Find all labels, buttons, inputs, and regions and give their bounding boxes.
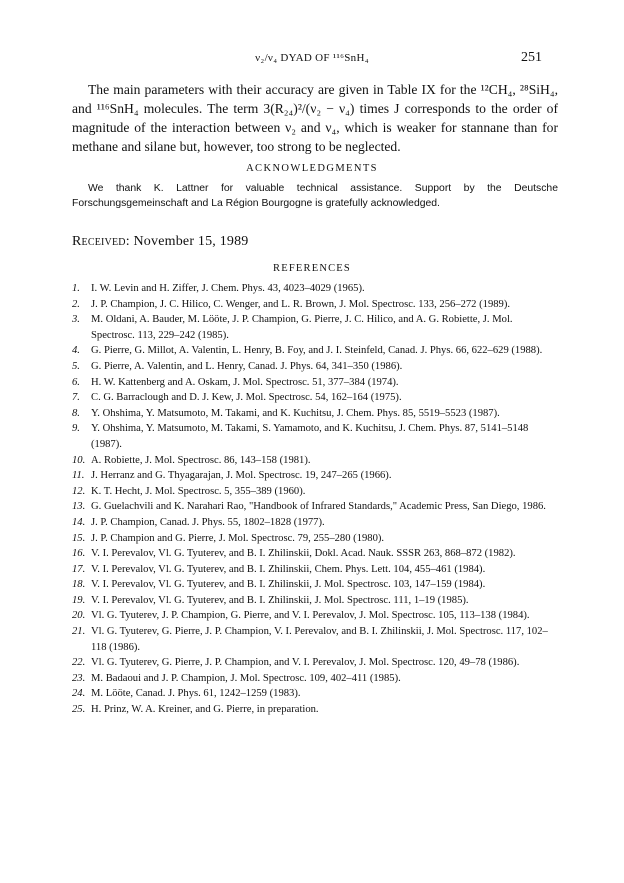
reference-text: Vl. G. Tyuterev, J. P. Champion, G. Pierre, and V. I. Perevalov, J. Mol. Spectrosc. 105, 113–138 (1984). xyxy=(91,610,530,622)
reference-text: M. Badaoui and J. P. Champion, J. Mol. Spectrosc. 109, 402–411 (1985). xyxy=(91,672,401,684)
reference-item xyxy=(72,546,558,562)
references-heading: REFERENCES xyxy=(273,263,351,274)
reference-number: 2. xyxy=(72,298,80,310)
reference-number: 13. xyxy=(72,501,86,513)
reference-item xyxy=(72,359,558,375)
reference-number: 15. xyxy=(72,532,86,544)
reference-item xyxy=(72,281,558,297)
reference-item xyxy=(72,702,558,718)
reference-text: Y. Ohshima, Y. Matsumoto, M. Takami, and K. Kuchitsu, J. Chem. Phys. 85, 5519–5523 (1987). xyxy=(91,407,500,419)
received-label: Received: xyxy=(72,234,130,249)
body-paragraph: The main parameters with their accuracy are given in Table IX for the ¹²CH₄, ²⁸SiH₄, and ¹¹⁶SnH₄ molecules. The term 3(R₂₄)²/(ν₂ − ν₄) times J corresponds to the order of magnitude of the interaction between ν₂ and ν₄, which is weaker for stannane than for methane and silane but, however, too strong to be neglected. xyxy=(72,82,558,154)
reference-text: Vl. G. Tyuterev, G. Pierre, J. P. Champion, V. I. Perevalov, and B. I. Zhilinskii, J. Mol. Spectrosc. 117, 102–118 (1986). xyxy=(91,626,548,653)
reference-item xyxy=(72,499,558,515)
reference-text: K. T. Hecht, J. Mol. Spectrosc. 5, 355–389 (1960). xyxy=(91,485,306,497)
reference-list xyxy=(72,281,558,718)
reference-item xyxy=(72,421,558,452)
reference-item xyxy=(72,671,558,687)
reference-text: H. Prinz, W. A. Kreiner, and G. Pierre, in preparation. xyxy=(91,704,319,716)
reference-number: 10. xyxy=(72,454,86,466)
reference-item xyxy=(72,531,558,547)
reference-item xyxy=(72,312,558,343)
reference-number: 16. xyxy=(72,548,86,560)
reference-number: 7. xyxy=(72,392,80,404)
reference-item xyxy=(72,608,558,624)
reference-text: M. Oldani, A. Bauder, M. Lööte, J. P. Champion, G. Pierre, J. C. Hilico, and A. G. Robiette, J. Mol. Spectrosc. 113, 229–242 (1985). xyxy=(91,314,513,341)
reference-item xyxy=(72,406,558,422)
page-number: 251 xyxy=(521,50,542,65)
reference-number: 23. xyxy=(72,672,86,684)
reference-number: 25. xyxy=(72,704,86,716)
reference-item xyxy=(72,686,558,702)
reference-text: J. P. Champion, Canad. J. Phys. 55, 1802–1828 (1977). xyxy=(91,516,325,528)
received-date: November 15, 1989 xyxy=(133,234,249,249)
running-title: ν₂/ν₄ DYAD OF ¹¹⁶SnH₄ xyxy=(255,52,369,64)
reference-text: Vl. G. Tyuterev, G. Pierre, J. P. Champion, and V. I. Perevalov, J. Mol. Spectrosc. 120, 49–78 (1986). xyxy=(91,657,520,669)
reference-item xyxy=(72,484,558,500)
reference-item xyxy=(72,390,558,406)
reference-number: 17. xyxy=(72,563,86,575)
reference-item xyxy=(72,375,558,391)
reference-number: 12. xyxy=(72,485,86,497)
reference-number: 18. xyxy=(72,579,86,591)
reference-item xyxy=(72,577,558,593)
reference-item xyxy=(72,453,558,469)
reference-text: G. Pierre, A. Valentin, and L. Henry, Canad. J. Phys. 64, 341–350 (1986). xyxy=(91,360,403,372)
reference-text: G. Guelachvili and K. Narahari Rao, "Handbook of Infrared Standards," Academic Press, San Diego, 1986. xyxy=(91,501,546,513)
reference-number: 4. xyxy=(72,345,80,357)
reference-number: 3. xyxy=(72,314,80,326)
reference-text: M. Lööte, Canad. J. Phys. 61, 1242–1259 (1983). xyxy=(91,688,301,700)
reference-number: 21. xyxy=(72,626,86,638)
reference-text: J. P. Champion, J. C. Hilico, C. Wenger, and L. R. Brown, J. Mol. Spectrosc. 133, 256–272 (1989). xyxy=(91,298,511,310)
reference-text: J. Herranz and G. Thyagarajan, J. Mol. Spectrosc. 19, 247–265 (1966). xyxy=(91,470,392,482)
reference-number: 1. xyxy=(72,283,80,294)
reference-text: C. G. Barraclough and D. J. Kew, J. Mol. Spectrosc. 54, 162–164 (1975). xyxy=(91,392,402,404)
running-head xyxy=(0,52,624,68)
reference-number: 14. xyxy=(72,516,86,528)
reference-text: H. W. Kattenberg and A. Oskam, J. Mol. Spectrosc. 51, 377–384 (1974). xyxy=(91,376,399,388)
reference-number: 5. xyxy=(72,360,80,372)
reference-item xyxy=(72,655,558,671)
reference-item xyxy=(72,468,558,484)
reference-item xyxy=(72,343,558,359)
received-line xyxy=(72,234,249,250)
reference-number: 24. xyxy=(72,688,86,700)
reference-number: 11. xyxy=(72,470,85,482)
reference-text: V. I. Perevalov, Vl. G. Tyuterev, and B. I. Zhilinskii, J. Mol. Spectrosc. 103, 147–159 (1984). xyxy=(91,579,486,591)
reference-item xyxy=(72,515,558,531)
reference-number: 8. xyxy=(72,407,80,419)
reference-item xyxy=(72,297,558,313)
acknowledgments-heading: ACKNOWLEDGMENTS xyxy=(246,163,378,174)
reference-number: 22. xyxy=(72,657,86,669)
acknowledgments-text: We thank K. Lattner for valuable technical assistance. Support by the Deutsche Forschungsgemeinschaft and La Région Bourgogne is gratefully acknowledged. xyxy=(72,183,558,209)
reference-text: V. I. Perevalov, Vl. G. Tyuterev, and B. I. Zhilinskii, Chem. Phys. Lett. 104, 455–461 (1984). xyxy=(91,563,486,575)
reference-text: J. P. Champion and G. Pierre, J. Mol. Spectrosc. 79, 255–280 (1980). xyxy=(91,532,385,544)
reference-item xyxy=(72,624,558,655)
reference-text: V. I. Perevalov, Vl. G. Tyuterev, and B. I. Zhilinskii, J. Mol. Spectrosc. 111, 1–19 (1985). xyxy=(91,594,469,606)
reference-text: Y. Ohshima, Y. Matsumoto, M. Takami, S. Yamamoto, and K. Kuchitsu, J. Chem. Phys. 87, 5141–5148 (1987). xyxy=(91,423,529,450)
reference-number: 9. xyxy=(72,423,80,435)
reference-item xyxy=(72,562,558,578)
reference-number: 6. xyxy=(72,376,80,388)
reference-text: V. I. Perevalov, Vl. G. Tyuterev, and B. I. Zhilinskii, Dokl. Acad. Nauk. SSSR 263, 868–872 (1982). xyxy=(91,548,516,560)
reference-number: 20. xyxy=(72,610,86,622)
reference-text: A. Robiette, J. Mol. Spectrosc. 86, 143–158 (1981). xyxy=(91,454,311,466)
reference-item xyxy=(72,593,558,609)
reference-text: I. W. Levin and H. Ziffer, J. Chem. Phys. 43, 4023–4029 (1965). xyxy=(91,283,365,294)
reference-number: 19. xyxy=(72,594,86,606)
reference-text: G. Pierre, G. Millot, A. Valentin, L. Henry, B. Foy, and J. I. Steinfeld, Canad. J. Phys. 66, 622–629 (1988). xyxy=(91,345,543,357)
